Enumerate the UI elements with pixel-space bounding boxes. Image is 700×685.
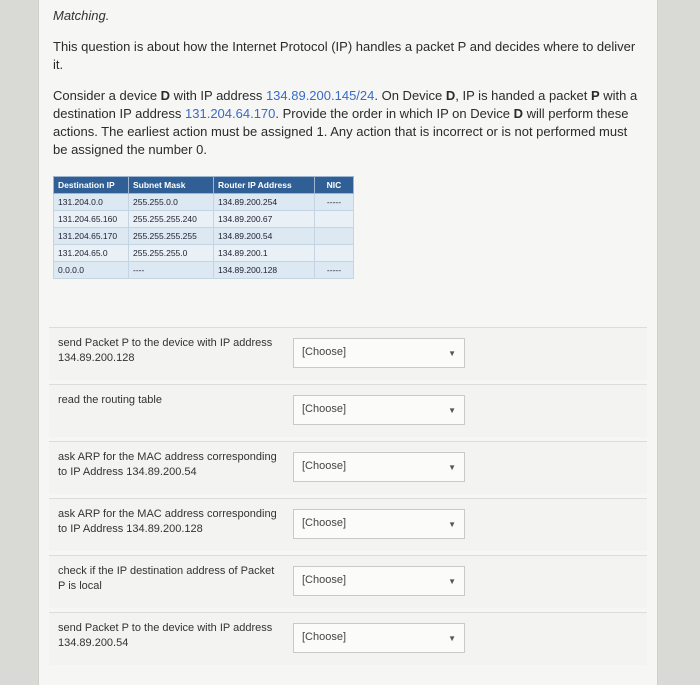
table-row: 131.204.65.170 255.255.255.255 134.89.200.54 bbox=[54, 228, 354, 245]
table-row: 131.204.65.0 255.255.255.0 134.89.200.1 bbox=[54, 245, 354, 262]
question-title: Matching. bbox=[53, 8, 110, 23]
device-ip: 134.89.200.145/24 bbox=[265, 88, 375, 103]
match-item-label: check if the IP destination address of Packet P is local bbox=[58, 565, 275, 592]
order-select[interactable] bbox=[293, 395, 465, 425]
match-item-label: ask ARP for the MAC address corresponding to IP Address 134.89.200.54 bbox=[58, 451, 277, 478]
order-select-value: [Choose] bbox=[302, 403, 347, 415]
header-subnet-mask: Subnet Mask bbox=[129, 177, 214, 194]
match-item-label: send Packet P to the device with IP address 134.89.200.128 bbox=[58, 337, 273, 364]
order-select-value: [Choose] bbox=[302, 517, 347, 529]
header-destination-ip: Destination IP bbox=[54, 177, 129, 194]
match-item-label: send Packet P to the device with IP address 134.89.200.54 bbox=[58, 622, 273, 649]
table-row: 131.204.0.0 255.255.0.0 134.89.200.254 ----- bbox=[54, 194, 354, 211]
routing-table bbox=[53, 176, 354, 279]
chevron-down-icon: ▼ bbox=[448, 406, 456, 415]
match-item-label: read the routing table bbox=[58, 394, 162, 406]
header-router-ip: Router IP Address bbox=[214, 177, 315, 194]
order-select[interactable] bbox=[293, 338, 465, 368]
chevron-down-icon: ▼ bbox=[448, 634, 456, 643]
chevron-down-icon: ▼ bbox=[448, 520, 456, 529]
chevron-down-icon: ▼ bbox=[448, 577, 456, 586]
order-select[interactable] bbox=[293, 623, 465, 653]
order-select-value: [Choose] bbox=[302, 574, 347, 586]
table-row: 131.204.65.160 255.255.255.240 134.89.200.67 bbox=[54, 211, 354, 228]
table-row: 0.0.0.0 ---- 134.89.200.128 ----- bbox=[54, 262, 354, 279]
match-item-label: ask ARP for the MAC address corresponding to IP Address 134.89.200.128 bbox=[58, 508, 277, 535]
match-item bbox=[49, 498, 647, 551]
order-select[interactable] bbox=[293, 566, 465, 596]
order-select-value: [Choose] bbox=[302, 460, 347, 472]
order-select[interactable] bbox=[293, 509, 465, 539]
question-card bbox=[38, 0, 658, 685]
header-nic: NIC bbox=[315, 177, 354, 194]
chevron-down-icon: ▼ bbox=[448, 349, 456, 358]
match-item bbox=[49, 384, 647, 437]
match-item bbox=[49, 555, 647, 608]
order-select[interactable] bbox=[293, 452, 465, 482]
match-item bbox=[49, 327, 647, 380]
order-select-value: [Choose] bbox=[302, 346, 347, 358]
match-item bbox=[49, 612, 647, 665]
match-item bbox=[49, 441, 647, 494]
order-select-value: [Choose] bbox=[302, 631, 347, 643]
destination-ip: 131.204.64.170 bbox=[185, 106, 276, 121]
question-intro: This question is about how the Internet Protocol (IP) handles a packet P and decides where to deliver it. bbox=[53, 39, 636, 72]
chevron-down-icon: ▼ bbox=[448, 463, 456, 472]
question-scenario: Consider a device D with IP address 134.89.200.145/24. On Device D, IP is handed a packet P with a destination IP address 131.204.64.170. Provide the order in which IP on Device D will perform these actions. The earliest action must be assigned 1. Any action that is incorrect or is not performed must be assigned the number 0. bbox=[53, 88, 638, 157]
